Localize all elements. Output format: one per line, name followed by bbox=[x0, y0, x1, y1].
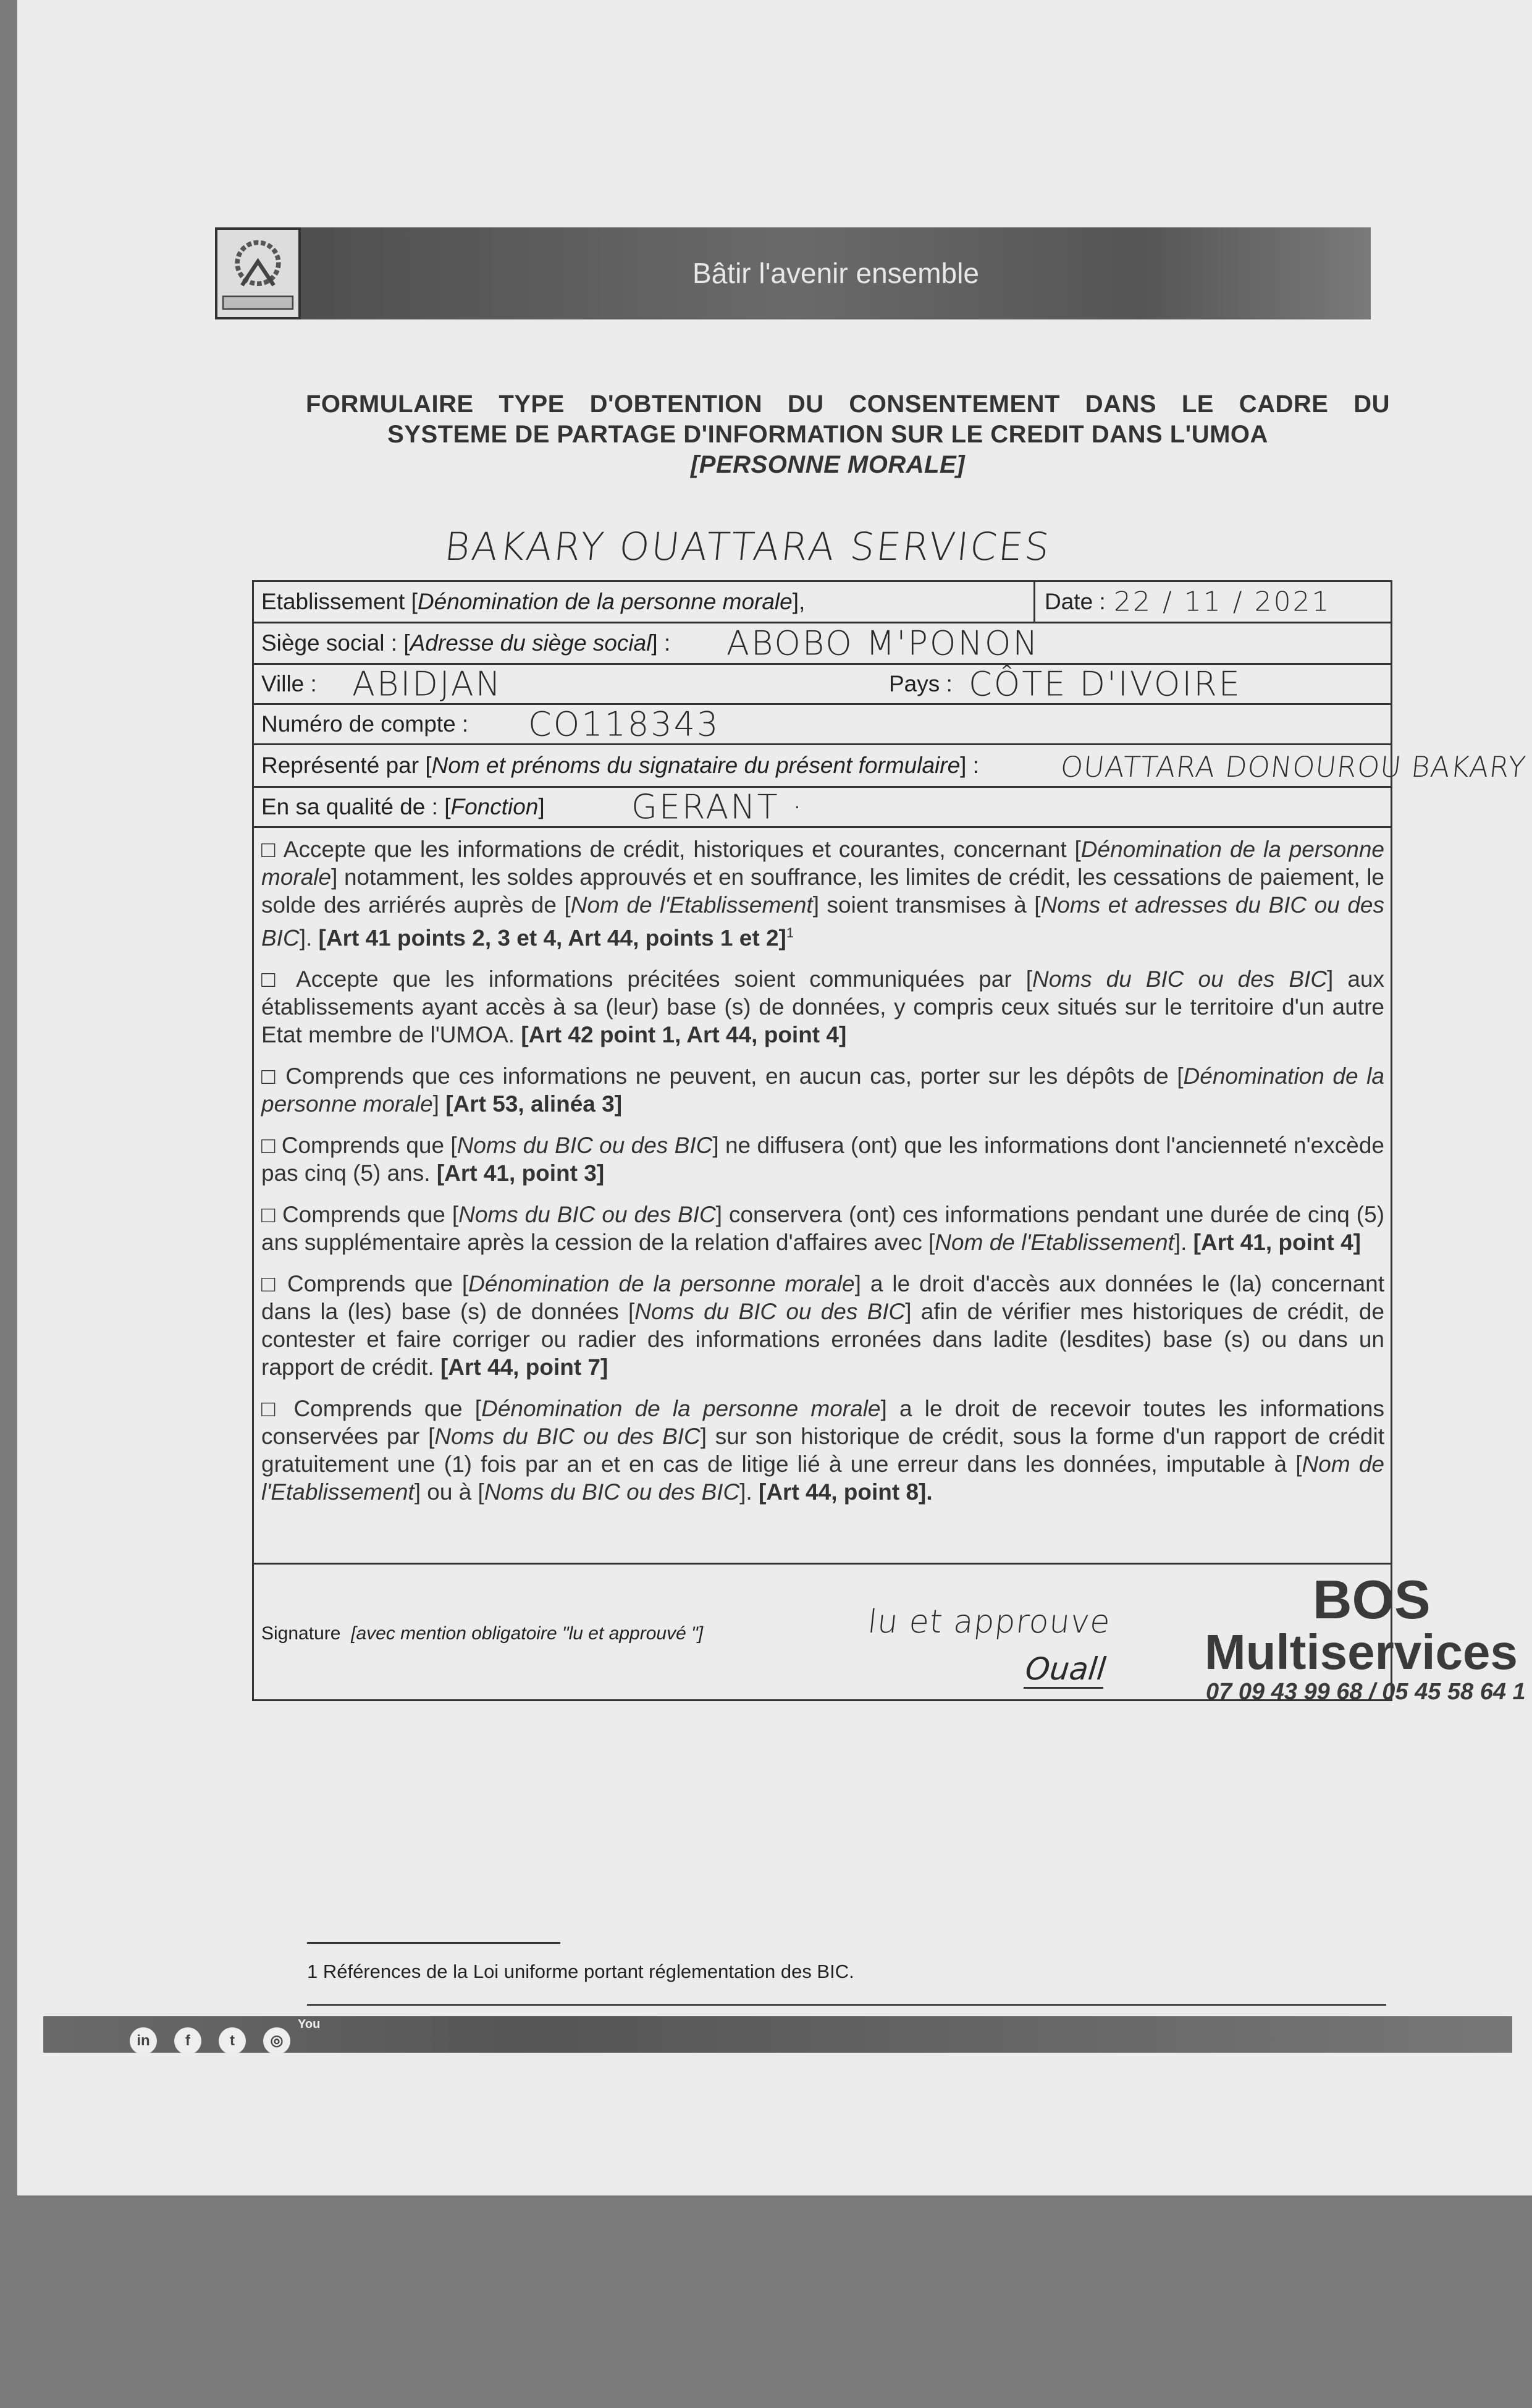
placeholder-text: Noms du BIC ou des BIC bbox=[1032, 966, 1328, 992]
date-divider bbox=[1033, 582, 1035, 622]
ville-value[interactable]: ABIDJAN bbox=[352, 664, 503, 704]
consent-clause bbox=[261, 835, 1384, 952]
footer-rule bbox=[307, 2004, 1386, 2006]
pays-label: Pays : bbox=[889, 671, 953, 696]
placeholder-text: Noms du BIC ou des BIC bbox=[457, 1133, 713, 1159]
form-title-line1: FORMULAIRE TYPE D'OBTENTION DU CONSENTEMENT DANS LE CADRE DU bbox=[306, 391, 1390, 418]
article-reference: [Art 44, point 7] bbox=[440, 1354, 608, 1380]
article-reference: [Art 53, alinéa 3] bbox=[445, 1091, 623, 1117]
placeholder-text: Noms et adresses du BIC ou des BIC bbox=[261, 892, 1384, 951]
represente-value[interactable]: OUATTARA DONOUROU BAKARY bbox=[1059, 750, 1528, 784]
siege-label: Siège social : [Adresse du siège social] : bbox=[261, 630, 671, 656]
row-etablissement bbox=[254, 582, 1391, 623]
consent-clause bbox=[261, 1062, 1384, 1118]
date-label: Date : bbox=[1045, 589, 1106, 614]
date-value[interactable]: 22 / 11 / 2021 bbox=[1114, 586, 1331, 618]
consent-clause bbox=[261, 1131, 1384, 1187]
placeholder-text: Noms du BIC ou des BIC bbox=[634, 1299, 906, 1325]
clause-text: □ Comprends que [ bbox=[261, 1133, 457, 1159]
form-title-line3: [PERSONNE MORALE] bbox=[690, 451, 966, 478]
placeholder-text: Noms du BIC ou des BIC bbox=[434, 1424, 701, 1450]
clause-text: ] soient transmises à [ bbox=[812, 892, 1041, 918]
row-qualite bbox=[254, 788, 1391, 828]
consent-form-table bbox=[252, 580, 1392, 1701]
row-ville bbox=[254, 665, 1391, 705]
qualite-value[interactable]: GERANT · bbox=[631, 787, 804, 827]
clause-text: ]. bbox=[1174, 1230, 1193, 1256]
twitter-icon: t bbox=[219, 2027, 246, 2055]
clause-text: □ Comprends que [ bbox=[261, 1271, 469, 1297]
clause-text: ] sur son historique de crédit, sous la forme d'un rapport de crédit gratuitement une (1) fois par an et en cas de litige lié à une erreur dans les données, imputable à [ bbox=[261, 1424, 1384, 1477]
youtube-icon: You bbox=[298, 2017, 321, 2031]
ville-label: Ville : bbox=[261, 671, 317, 696]
header-slogan: Bâtir l'avenir ensemble bbox=[692, 257, 979, 289]
placeholder-text: Nom de l'Etablissement bbox=[261, 1451, 1384, 1505]
qualite-label: En sa qualité de : [Fonction] bbox=[261, 794, 545, 819]
stamp-bos: BOS bbox=[1313, 1569, 1431, 1630]
represente-label: Représenté par [Nom et prénoms du signataire du présent formulaire] : bbox=[261, 753, 979, 778]
placeholder-text: Dénomination de la personne morale bbox=[261, 837, 1384, 890]
siege-value[interactable]: ABOBO M'PONON bbox=[726, 623, 1040, 663]
pays-value[interactable]: CÔTE D'IVOIRE bbox=[969, 664, 1242, 704]
placeholder-text: Dénomination de la personne morale bbox=[261, 1063, 1384, 1117]
clause-text: ] a le droit de recevoir toutes les informations conservées par [ bbox=[261, 1396, 1385, 1450]
placeholder-text: Nom de l'Etablissement bbox=[935, 1230, 1174, 1256]
clause-text: ] ou à [ bbox=[414, 1479, 484, 1505]
placeholder-text: Noms du BIC ou des BIC bbox=[458, 1202, 716, 1228]
footer-band bbox=[43, 2016, 1512, 2053]
stamp-multiservices: Multiservices bbox=[1205, 1624, 1518, 1679]
clause-text: ]. bbox=[299, 925, 319, 951]
article-reference: [Art 41, point 4] bbox=[1193, 1230, 1361, 1256]
linkedin-icon: in bbox=[130, 2027, 157, 2055]
footnote-marker: 1 bbox=[786, 925, 794, 940]
clause-text: □ Accepte que les informations de crédit, historiques et courantes, concernant [ bbox=[261, 837, 1081, 862]
instagram-icon: ◎ bbox=[263, 2027, 290, 2055]
signature-label: Signature [avec mention obligatoire "lu et approuvé "] bbox=[261, 1623, 704, 1644]
clause-text: □ Comprends que ces informations ne peuvent, en aucun cas, porter sur les dépôts de [ bbox=[261, 1063, 1184, 1089]
placeholder-text: Dénomination de la personne morale bbox=[468, 1271, 855, 1297]
clause-text: □ Accepte que les informations précitées soient communiquées par [ bbox=[261, 966, 1032, 992]
consent-clauses bbox=[261, 835, 1384, 1519]
consent-clause bbox=[261, 1395, 1384, 1506]
clause-text: ] ne diffusera (ont) que les informations dont l'ancienneté n'excède pas cinq (5) ans. bbox=[261, 1133, 1384, 1186]
clause-text: ] a le droit d'accès aux données le (la) concernant dans la (les) base (s) de données [ bbox=[261, 1271, 1385, 1325]
article-reference: [Art 44, point 8]. bbox=[759, 1479, 933, 1505]
consent-clause bbox=[261, 965, 1384, 1049]
footnote-rule bbox=[307, 1942, 560, 1944]
article-reference: [Art 42 point 1, Art 44, point 4] bbox=[521, 1022, 847, 1048]
placeholder-text: Noms du BIC ou des BIC bbox=[484, 1479, 740, 1505]
credit-access-logo bbox=[215, 227, 301, 319]
clause-text: ] bbox=[432, 1091, 446, 1117]
row-siege bbox=[254, 623, 1391, 665]
clause-text: ]. bbox=[739, 1479, 759, 1505]
compte-label: Numéro de compte : bbox=[261, 711, 469, 737]
clause-text: □ Comprends que [ bbox=[261, 1396, 482, 1422]
clause-text: ] notamment, les soldes approuvés et en souffrance, les limites de crédit, les cessations de paiement, le solde des arriérés auprès de [ bbox=[261, 864, 1384, 918]
etablissement-label: Etablissement [Dénomination de la personne morale], bbox=[261, 589, 806, 614]
placeholder-text: Nom de l'Etablissement bbox=[570, 892, 813, 918]
row-compte bbox=[254, 705, 1391, 745]
footnote: 1 Références de la Loi uniforme portant réglementation des BIC. bbox=[307, 1961, 854, 1982]
clause-text: □ Comprends que [ bbox=[261, 1202, 459, 1228]
article-reference: [Art 41 points 2, 3 et 4, Art 44, points 1 et 2] bbox=[318, 925, 786, 951]
compte-value[interactable]: CO118343 bbox=[528, 704, 720, 744]
facebook-icon: f bbox=[174, 2027, 201, 2055]
clause-text: ] afin de vérifier mes historiques de crédit, de contester et faire corriger ou radier des informations erronées dans ladite (lesdites) base (s) ou dans un rapport de crédit. bbox=[261, 1299, 1384, 1380]
placeholder-text: Dénomination de la personne morale bbox=[481, 1396, 881, 1422]
clause-text: ] aux établissements ayant accès à sa (leur) base (s) de données, y compris ceux situés sur le territoire d'un autre Etat membre de l'UMOA. bbox=[261, 966, 1385, 1048]
handwritten-mention: lu et approuve bbox=[865, 1603, 1113, 1641]
consent-clause bbox=[261, 1201, 1384, 1256]
article-reference: [Art 41, point 3] bbox=[436, 1160, 605, 1186]
stamp-phones: 07 09 43 99 68 / 05 45 58 64 1 bbox=[1206, 1679, 1526, 1705]
form-title-line2: SYSTEME DE PARTAGE D'INFORMATION SUR LE CREDIT DANS L'UMOA bbox=[387, 421, 1268, 448]
consent-clause bbox=[261, 1270, 1384, 1381]
clause-text: ] conservera (ont) ces informations pendant une durée de cinq (5) ans supplémentaire après la cession de la relation d'affaires avec [ bbox=[261, 1202, 1385, 1256]
handwritten-company-name: BAKARY OUATTARA SERVICES bbox=[442, 524, 1053, 569]
signature: Ouall bbox=[1024, 1651, 1108, 1689]
